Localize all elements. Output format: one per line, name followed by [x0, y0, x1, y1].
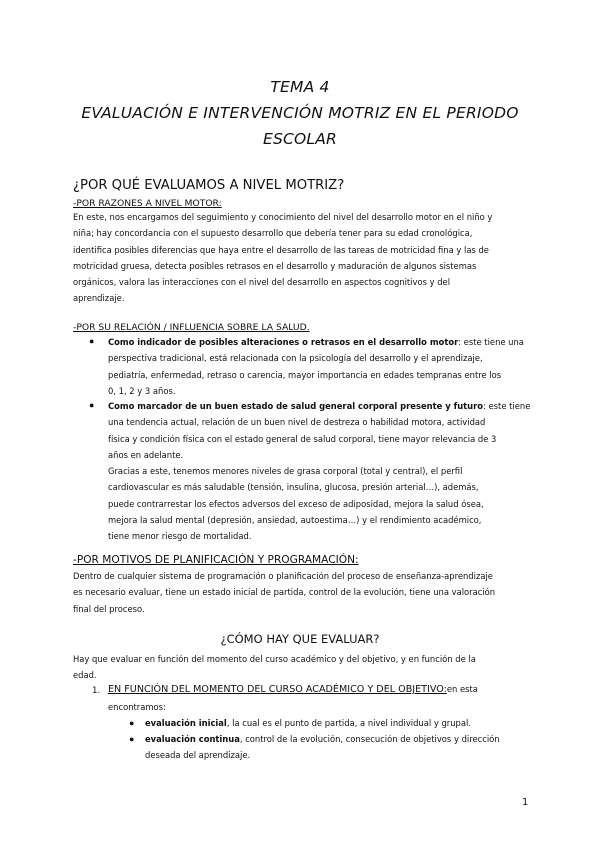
bullet-dot: ●: [89, 400, 95, 410]
paragraph-planning: [73, 568, 533, 617]
text-line: cardiovascular es más saludable (tensión, insulina, glucosa, presión arterial…), además,: [108, 482, 479, 493]
text-span: : este tiene: [483, 401, 531, 411]
text-line: física y condición física con el estado general de salud corporal, tiene mayor relevancia de 3: [108, 433, 497, 444]
text-span: : este tiene una: [458, 337, 524, 347]
title-line-1: TEMA 4: [270, 78, 330, 96]
bullet-dot: ●: [129, 718, 135, 728]
document-title: [40, 74, 560, 152]
paragraph-how-intro: [73, 651, 533, 684]
text-line: final del proceso.: [73, 603, 145, 614]
bullet-indicator: [108, 334, 528, 399]
bold-text: evaluación inicial: [145, 718, 227, 728]
list-number: 1.: [92, 686, 101, 696]
section-heading-how: ¿CÓMO HAY QUE EVALUAR?: [220, 632, 380, 646]
text-line: orgánicos, valora las interacciones con el nivel del desarrollo en aspectos cognitivos y del: [73, 277, 451, 288]
text-line: Gracias a este, tenemos menores niveles de grasa corporal (total y central), el perfil: [108, 466, 463, 477]
text-span: , control de la evolución, consecución de objetivos y dirección: [239, 734, 500, 744]
text-span: en esta: [446, 684, 478, 694]
bold-text: Como indicador de posibles alteraciones o retrasos en el desarrollo motor: [108, 337, 459, 347]
text-line: años en adelante.: [108, 449, 184, 460]
numbered-item-continuation: [108, 699, 528, 715]
text-line: puede contrarrestar los efectos adversos del exceso de adiposidad, mejora la salud ósea,: [108, 498, 484, 509]
text-line: tiene menor riesgo de mortalidad.: [108, 531, 252, 542]
subheading-motor: -POR RAZONES A NIVEL MOTOR:: [73, 198, 222, 209]
text-line: En este, nos encargamos del seguimiento y conocimiento del nivel del desarrollo motor en el niño y: [73, 212, 493, 222]
text-line: aprendizaje.: [73, 293, 125, 304]
subbullet-continuous: [145, 731, 545, 764]
text-line: 0, 1, 2 y 3 años.: [108, 385, 176, 396]
text-line: motricidad gruesa, detecta posibles retrasos en el desarrollo y maduración de algunos sistemas: [73, 260, 477, 271]
title-line-3: ESCOLAR: [262, 130, 338, 148]
page-number: 1: [522, 797, 529, 808]
paragraph-motor: [73, 209, 533, 307]
title-line-2: EVALUACIÓN E INTERVENCIÓN MOTRIZ EN EL PERIODO: [81, 104, 519, 122]
bullet-marker: [108, 398, 531, 545]
text-line: Dentro de cualquier sistema de programación o planificación del proceso de enseñanza-aprendizaje: [73, 571, 493, 581]
text-line: mejora la salud mental (depresión, ansiedad, autoestima…) y el rendimiento académico,: [108, 515, 482, 526]
bullet-dot: ●: [89, 336, 95, 346]
numbered-item-label: [108, 684, 478, 695]
text-line: Hay que evaluar en función del momento del curso académico y del objetivo, y en función de la: [73, 654, 476, 664]
text-line: edad.: [73, 670, 97, 681]
bold-text: evaluación continua: [145, 734, 240, 744]
text-line: identifica posibles diferencias que haya entre el desarrollo de las tareas de motricidad fina y las de: [73, 244, 489, 255]
text-line: perspectiva tradicional, está relacionada con la psicología del desarrollo y el aprendizaje,: [108, 353, 483, 364]
text-line: niña; hay concordancia con el supuesto desarrollo que debería tener para su edad cronológica,: [73, 228, 473, 239]
underlined-label: EN FUNCIÓN DEL MOMENTO DEL CURSO ACADÉMICO Y DEL OBJETIVO:: [108, 684, 447, 695]
text-line: es necesario evaluar, tiene un estado inicial de partida, control de la evolución, tiene una valoración: [73, 587, 496, 598]
text-line: una tendencia actual, relación de un buen nivel de destreza o habilidad motora, actividad: [108, 417, 486, 428]
subheading-health: -POR SU RELACIÓN / INFLUENCIA SOBRE LA SALUD.: [73, 322, 310, 333]
bullet-dot: ●: [129, 734, 135, 744]
text-line: pediatría, enfermedad, retraso o carencia, mayor importancia en edades tempranas entre los: [108, 369, 502, 380]
text-span: , la cual es el punto de partida, a nivel individual y grupal.: [226, 718, 471, 728]
text-line: encontramos:: [108, 702, 166, 712]
text-line: deseada del aprendizaje.: [145, 750, 251, 761]
subbullet-initial: [145, 715, 545, 731]
bold-text: Como marcador de un buen estado de salud general corporal presente y futuro: [108, 401, 484, 411]
section-heading-why: ¿POR QUÉ EVALUAMOS A NIVEL MOTRIZ?: [73, 178, 345, 193]
subheading-planning: -POR MOTIVOS DE PLANIFICACIÓN Y PROGRAMACIÓN:: [73, 554, 359, 566]
